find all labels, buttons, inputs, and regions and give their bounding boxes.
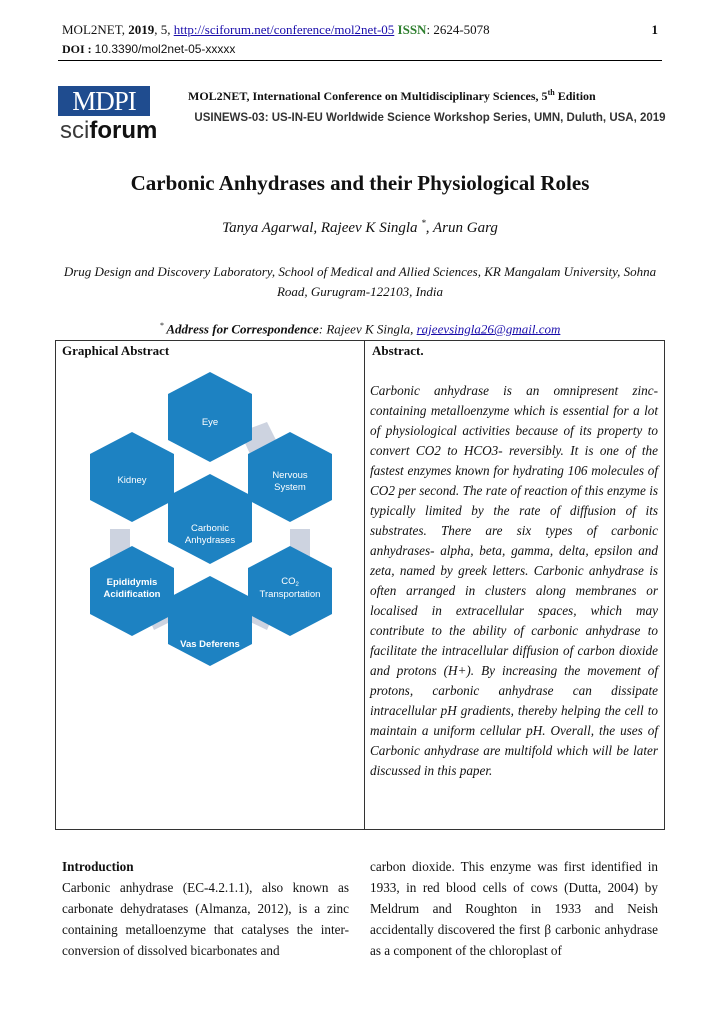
label-vas: Vas Deferens: [180, 639, 240, 650]
label-nervous-2: System: [274, 482, 306, 493]
intro-right-column: [370, 856, 658, 961]
doi-label: DOI :: [62, 42, 92, 56]
doi-line: [62, 42, 235, 57]
issn-label: ISSN: [397, 22, 427, 37]
hex-vas: [168, 576, 252, 666]
abstract-text: Carbonic anhydrase is an omnipresent zinc-containing metalloenzyme which is essential for a lot of physiological activities because of its property to convert CO2 to HCO3- reversibly. It is one of the fastest enzymes known for hydrating 106 molecules of CO2 per second. The rate of reaction of this enzyme is typically limited by the rate of diffusion of its substrates. There are six types of carbonic anhydrases- alpha, beta, gamma, delta, epsilon and zeta, named by greek letters. Carbonic anhydrase is often arranged in clusters along membranes or localised in extracellular spaces, which may contribute to the ability of carbonic anhydrase to facilitate the intracellular diffusion of carbon dioxide and protons (H+). By increasing the movement of protons, carbonic anhydrase can dissipate intracellular pH gradients, thereby helping the cell to maintain a uniform cellular pH. Overall, the uses of Carbonic anhydrase are multifold which will be later discussed in this paper.: [370, 383, 658, 778]
page-number: 1: [651, 22, 658, 37]
intro-right-text: carbon dioxide. This enzyme was first identified in 1933, in red blood cells of cows (Dutta, 2004) by Meldrum and Roughton in 1933 and Neish accidentally discovered the first β carbonic anhydrase as a component of the chloroplast of: [370, 859, 658, 958]
paper-title: Carbonic Anhydrases and their Physiological Roles: [130, 171, 590, 195]
correspondence-email[interactable]: rajeevsingla26@gmail.com: [416, 321, 561, 337]
journal-volume: , 5,: [154, 22, 171, 37]
graphical-abstract-figure: [62, 372, 358, 666]
correspondence: * Address for Correspondence: Rajeev K Singla, rajeevsingla26@gmail.com: [159, 321, 561, 337]
header-rule: [58, 60, 662, 61]
label-co2: $CO_2$: [281, 576, 299, 588]
intro-left-column: [62, 856, 349, 961]
graphical-abstract-heading: Graphical Abstract: [62, 343, 170, 358]
mdpi-logo: MDPI: [58, 86, 150, 116]
issn-value: : 2624-5078: [426, 22, 490, 37]
abstract-heading: Abstract.: [372, 343, 424, 358]
label-center-1: Carbonic: [190, 523, 230, 534]
author-list: Tanya Agarwal, Rajeev K Singla *, Arun Garg: [222, 218, 498, 236]
running-header: [62, 22, 490, 38]
conference-title: MOL2NET, International Conference on Multidisciplinary Sciences, 5th Edition: [188, 88, 596, 103]
label-co2-2: Transportation: [259, 589, 321, 600]
conference-link[interactable]: http://sciforum.net/conference/mol2net-05: [173, 22, 395, 37]
introduction-heading: Introduction: [62, 859, 134, 874]
journal-year: 2019: [128, 22, 155, 37]
label-nervous-1: Nervous: [272, 470, 308, 481]
label-epididymis-1: Epididymis: [106, 577, 158, 588]
hex-center: [168, 474, 252, 564]
label-epididymis-2: Acidification: [103, 589, 161, 600]
affiliation: Drug Design and Discovery Laboratory, School of Medical and Allied Sciences, KR Mangalam University, Sohna Road, Gurugram-122103, India: [63, 264, 657, 299]
journal-name: MOL2NET,: [62, 22, 125, 37]
intro-left-text: Carbonic anhydrase (EC-4.2.1.1), also known as carbonate dehydratases (Almanza, 2012), is a zinc containing metalloenzyme that catalyses the inter-conversion of dissolved bicarbonates and: [62, 880, 349, 958]
sciforum-logo: sciforum: [60, 117, 158, 144]
conference-series: USINEWS-03: US-IN-EU Worldwide Science Workshop Series, UMN, Duluth, USA, 2019: [194, 112, 666, 124]
label-center-2: Anhydrases: [184, 535, 236, 546]
label-eye: Eye: [201, 417, 219, 428]
abstract-table-divider: [364, 340, 365, 830]
doi-value: 10.3390/mol2net-05-xxxxx: [94, 42, 236, 56]
label-kidney: Kidney: [117, 475, 147, 486]
